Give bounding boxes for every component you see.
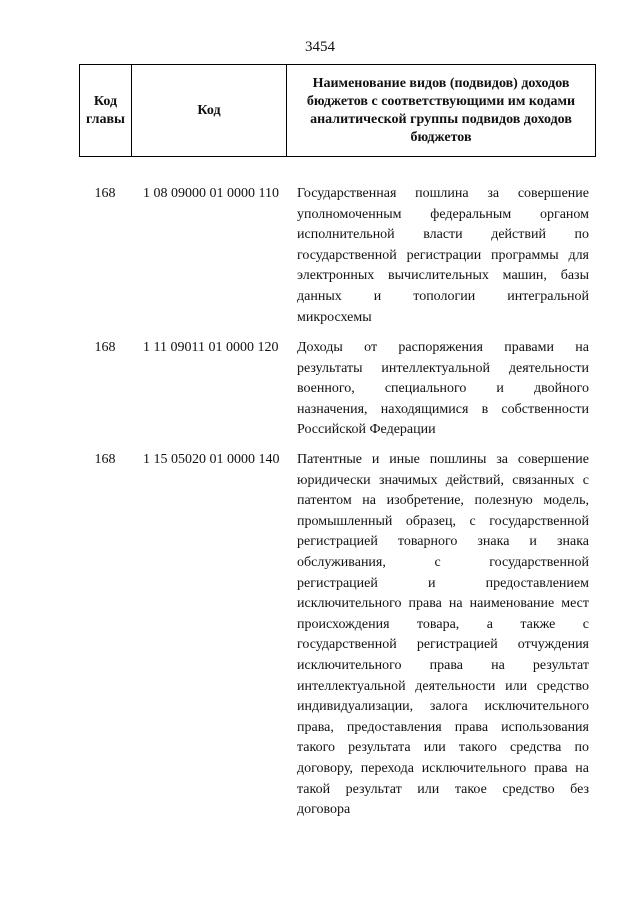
row-description: Патентные и иные пошлины за совершение юридически значимых действий, связанных с патентом на изобретение, полезную модель, промышленный образец, с государственной регистрацией товарного знака и знака обслуживания, с государственной регистрацией и предоставлением исключительного права на наименование мест происхождения товара, а также с государственной регистрацией отчуждения исключительного права на результат интеллектуальной деятельности или средство индивидуализации, залога исключительного права, предоставления права использования такого результата или такого средства по договору, перехода исключительного права на такой результат или такое средство без договора: [297, 452, 589, 818]
row-description: Доходы от распоряжения правами на результаты интеллектуальной деятельности военного, специального и двойного назначения, находящимися в собственности Российской Федерации: [297, 340, 589, 438]
row-description: Государственная пошлина за совершение уполномоченным федеральным органом исполнительной власти действий по государственной регистрации программы для электронных вычислительных машин, базы данных и топологии интегральной микросхемы: [297, 186, 589, 325]
row-chapter: 168: [94, 186, 116, 201]
row-chapter: 168: [94, 452, 116, 467]
row-chapter: 168: [94, 340, 116, 355]
header-chapter-code: Код главы: [80, 65, 132, 157]
page-number: 3454: [305, 39, 335, 55]
header-code: Код: [132, 65, 287, 157]
row-code: 1 15 05020 01 0000 140: [143, 452, 280, 467]
row-code: 1 08 09000 01 0000 110: [143, 186, 279, 201]
table-header: [79, 64, 596, 157]
row-code: 1 11 09011 01 0000 120: [143, 340, 279, 355]
header-name: Наименование видов (подвидов) доходов бюджетов с соответствующими им кодами аналитической группы подвидов доходов бюджетов: [287, 65, 596, 157]
